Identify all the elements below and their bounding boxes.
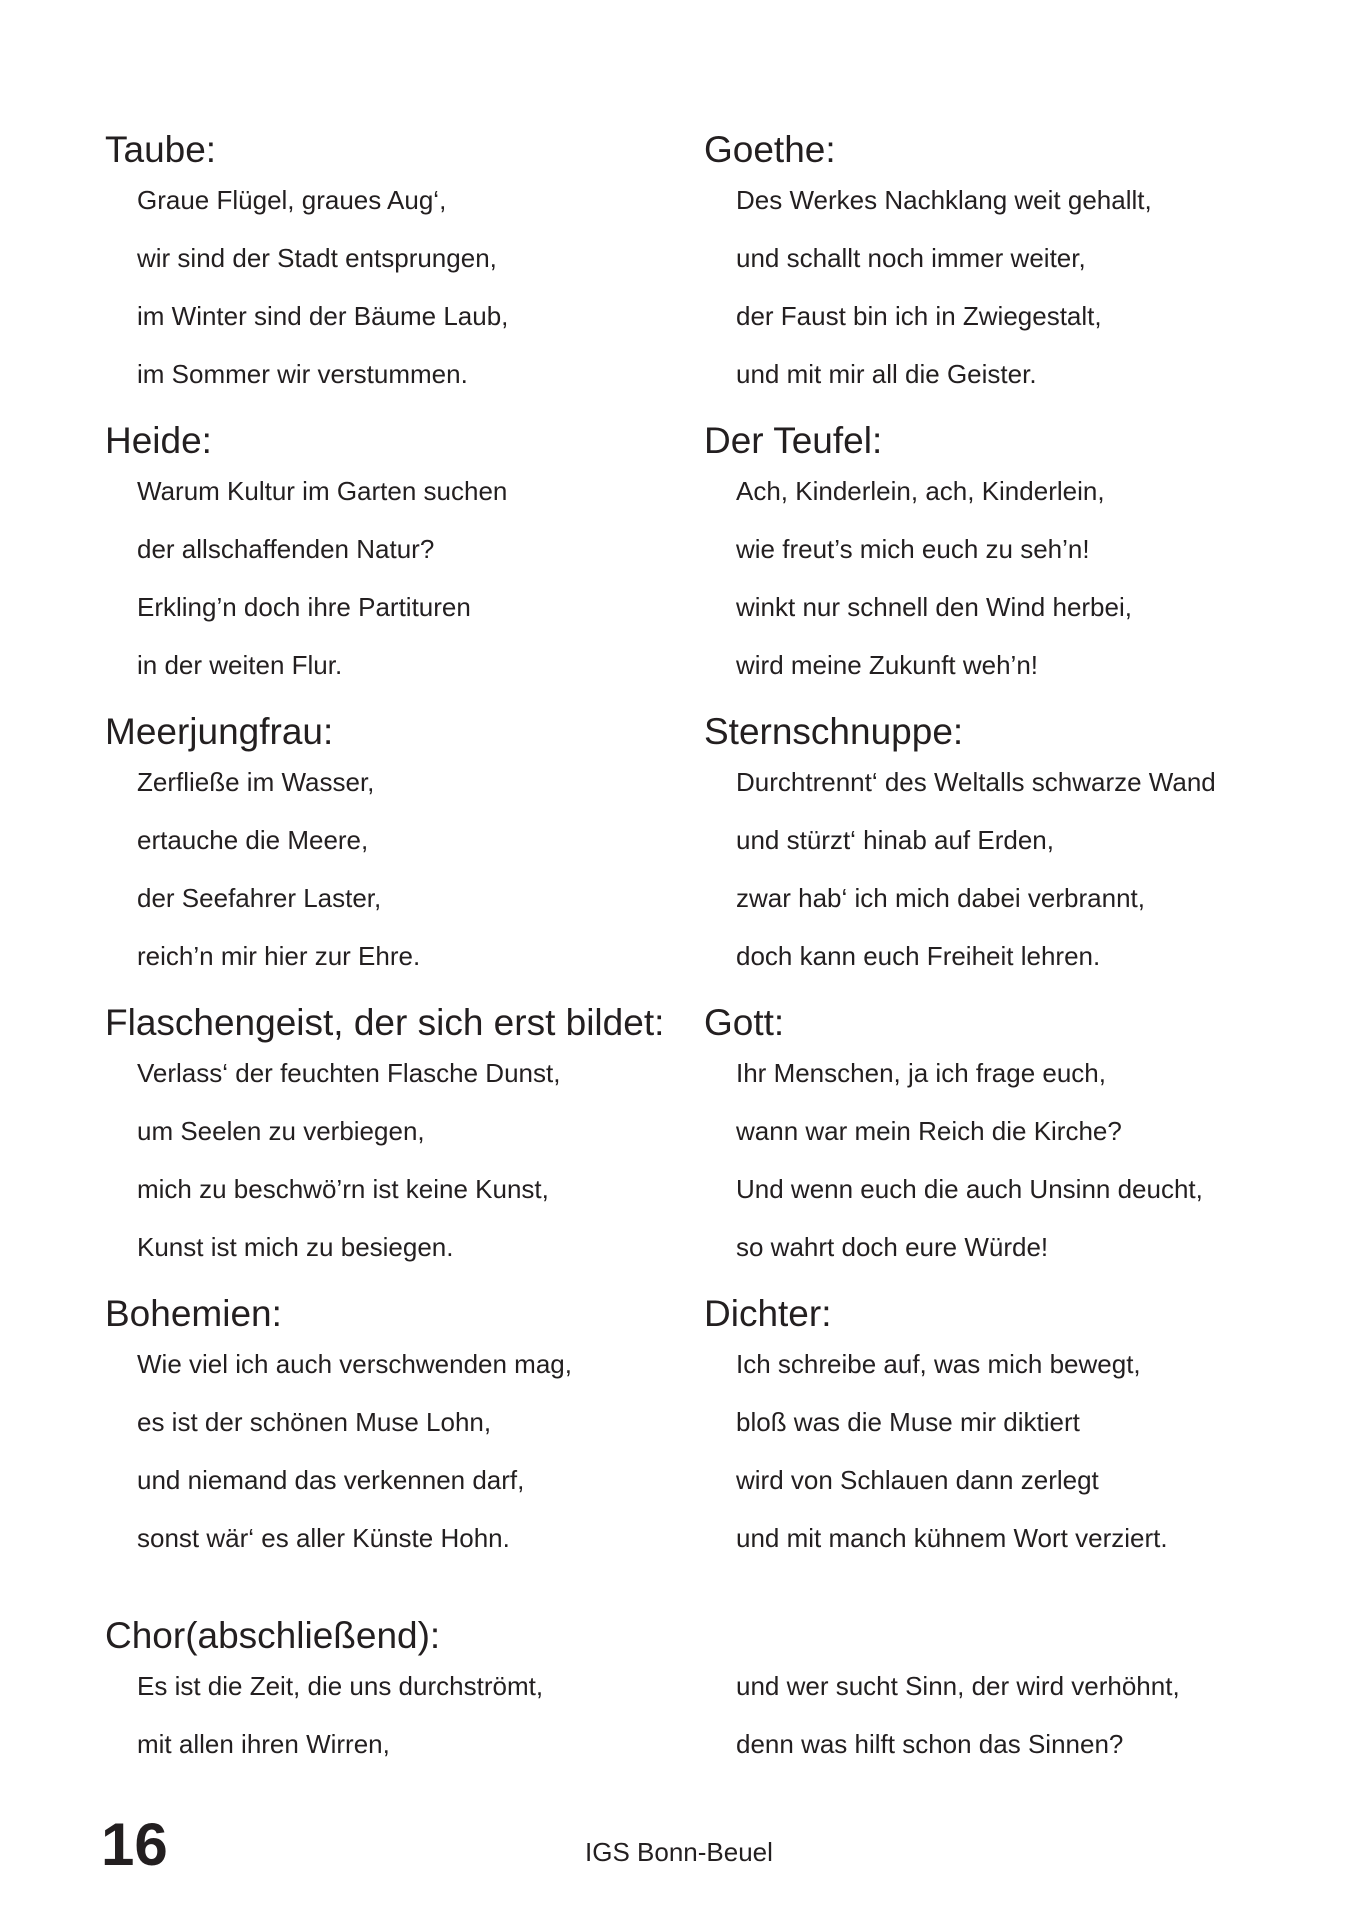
verse-line: Erkling’n doch ihre Partituren	[137, 592, 471, 622]
verse-line: Es ist die Zeit, die uns durchströmt,	[137, 1671, 544, 1701]
verse-line: Graue Flügel, graues Aug‘,	[137, 185, 447, 215]
page-number: 16	[101, 1811, 168, 1878]
verse-line: und stürzt‘ hinab auf Erden,	[736, 825, 1054, 855]
speaker-name: Chor(abschließend):	[105, 1615, 441, 1656]
speaker-name: Goethe:	[704, 129, 836, 170]
speaker-name: Der Teufel:	[704, 420, 883, 461]
verse-line: Zerfließe im Wasser,	[137, 767, 375, 797]
speaker-name: Gott:	[704, 1002, 785, 1043]
verse-line: reich’n mir hier zur Ehre.	[137, 941, 421, 971]
speaker-name: Heide:	[105, 420, 212, 461]
verse-line: um Seelen zu verbiegen,	[137, 1116, 425, 1146]
verse-line: denn was hilft schon das Sinnen?	[736, 1729, 1124, 1759]
verse-line: doch kann euch Freiheit lehren.	[736, 941, 1101, 971]
verse-line: Des Werkes Nachklang weit gehallt,	[736, 185, 1152, 215]
verse-line: wie freut’s mich euch zu seh’n!	[736, 534, 1090, 564]
verse-line: der allschaffenden Natur?	[137, 534, 435, 564]
verse-line: Kunst ist mich zu besiegen.	[137, 1232, 454, 1262]
verse-line: mich zu beschwö’rn ist keine Kunst,	[137, 1174, 549, 1204]
verse-line: der Seefahrer Laster,	[137, 883, 382, 913]
verse-line: Warum Kultur im Garten suchen	[137, 476, 508, 506]
verse-line: Verlass‘ der feuchten Flasche Dunst,	[137, 1058, 561, 1088]
verse-line: und niemand das verkennen darf,	[137, 1465, 525, 1495]
verse-line: so wahrt doch eure Würde!	[736, 1232, 1049, 1262]
verse-line: wird von Schlauen dann zerlegt	[736, 1465, 1099, 1495]
verse-line: Wie viel ich auch verschwenden mag,	[137, 1349, 572, 1379]
verse-line: ertauche die Meere,	[137, 825, 369, 855]
speaker-name: Taube:	[105, 129, 217, 170]
footer-school-name: IGS Bonn-Beuel	[585, 1837, 773, 1867]
verse-line: und wer sucht Sinn, der wird verhöhnt,	[736, 1671, 1180, 1701]
verse-line: und mit manch kühnem Wort verziert.	[736, 1523, 1168, 1553]
verse-line: Ach, Kinderlein, ach, Kinderlein,	[736, 476, 1105, 506]
speaker-name: Bohemien:	[105, 1293, 282, 1334]
verse-line: wir sind der Stadt entsprungen,	[137, 243, 497, 273]
verse-line: wird meine Zukunft weh’n!	[736, 650, 1039, 680]
speaker-name: Dichter:	[704, 1293, 832, 1334]
verse-line: Durchtrennt‘ des Weltalls schwarze Wand	[736, 767, 1216, 797]
verse-line: im Sommer wir verstummen.	[137, 359, 468, 389]
verse-line: sonst wär‘ es aller Künste Hohn.	[137, 1523, 510, 1553]
verse-line: und schallt noch immer weiter,	[736, 243, 1086, 273]
speaker-name: Meerjungfrau:	[105, 711, 334, 752]
verse-line: im Winter sind der Bäume Laub,	[137, 301, 509, 331]
verse-line: es ist der schönen Muse Lohn,	[137, 1407, 492, 1437]
speaker-name: Flaschengeist, der sich erst bildet:	[105, 1002, 665, 1043]
verse-line: Und wenn euch die auch Unsinn deucht,	[736, 1174, 1203, 1204]
verse-line: winkt nur schnell den Wind herbei,	[736, 592, 1132, 622]
verse-line: der Faust bin ich in Zwiegestalt,	[736, 301, 1102, 331]
verse-line: und mit mir all die Geister.	[736, 359, 1037, 389]
verse-line: bloß was die Muse mir diktiert	[736, 1407, 1080, 1437]
verse-line: in der weiten Flur.	[137, 650, 343, 680]
verse-line: wann war mein Reich die Kirche?	[736, 1116, 1122, 1146]
speaker-name: Sternschnuppe:	[704, 711, 964, 752]
verse-line: zwar hab‘ ich mich dabei verbrannt,	[736, 883, 1145, 913]
verse-line: Ihr Menschen, ja ich frage euch,	[736, 1058, 1106, 1088]
verse-line: Ich schreibe auf, was mich bewegt,	[736, 1349, 1141, 1379]
verse-line: mit allen ihren Wirren,	[137, 1729, 390, 1759]
